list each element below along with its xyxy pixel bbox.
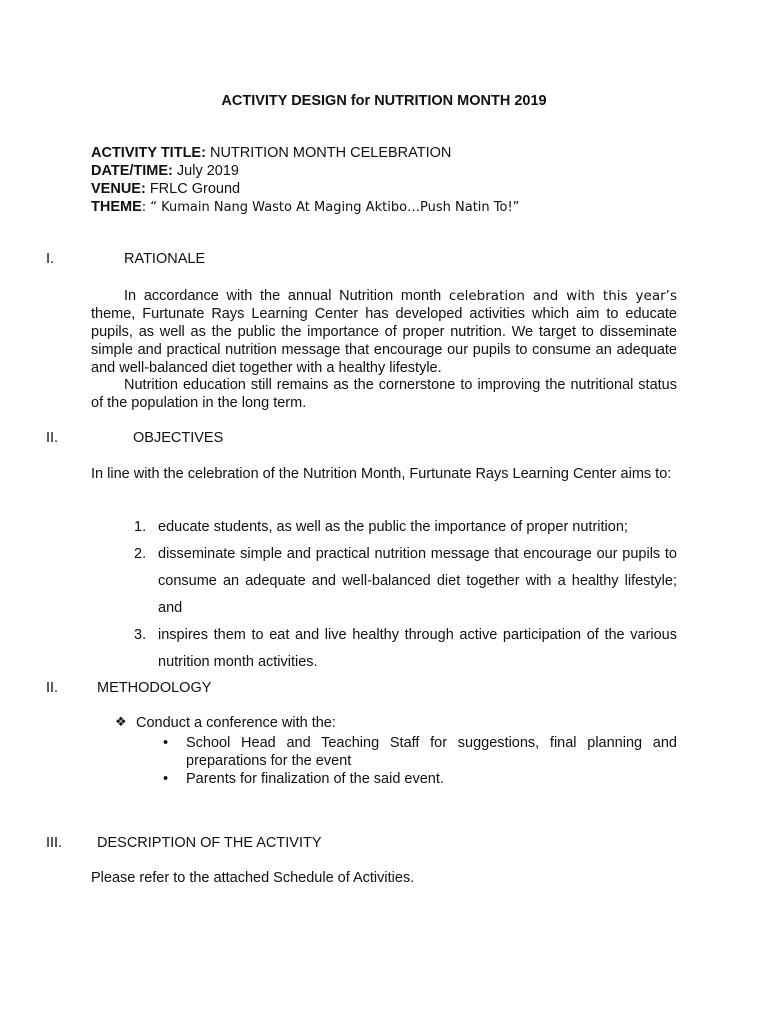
objective-item [134, 514, 677, 541]
objective-number: 3. [134, 627, 147, 643]
methodology-bullet-text: School Head and Teaching Staff for suggestions, final planning and preparations for the event [186, 735, 677, 769]
activity-title-label: ACTIVITY TITLE: [91, 145, 206, 161]
diamond-bullet-icon: ❖ [115, 715, 127, 730]
methodology-bullet-item [163, 734, 677, 770]
activity-info-block [91, 144, 519, 217]
rationale-paragraph-1-rest: theme, Furtunate Rays Learning Center has developed activities which aim to educate pupils, as well as the public the importance of proper nutrition. We target to disseminate simple and practical nutrition message that encourage our pupils to consume an adequate and well-balanced diet together with a healthy lifestyle. [91, 306, 677, 376]
methodology-diamond-text: Conduct a conference with the: [136, 715, 336, 731]
objectives-heading: OBJECTIVES [133, 430, 224, 446]
datetime-value: July 2019 [172, 163, 239, 179]
venue-label: VENUE: [91, 181, 146, 197]
methodology-bullet-list [163, 734, 677, 788]
rationale-heading: RATIONALE [124, 251, 206, 267]
objective-text: disseminate simple and practical nutrition message that encourage our pupils to consume an adequate and well-balanced diet together with a healthy lifestyle; and [158, 546, 677, 616]
venue-value: FRLC Ground [145, 181, 241, 197]
bullet-dot-icon: • [163, 771, 169, 787]
objectives-intro: In line with the celebration of the Nutrition Month, Furtunate Rays Learning Center aims to: [91, 466, 672, 482]
activity-title-row [91, 144, 519, 162]
methodology-section-number: II. [46, 680, 59, 696]
objective-item [134, 541, 677, 622]
rationale-section-number: I. [46, 251, 55, 267]
document-title: ACTIVITY DESIGN for NUTRITION MONTH 2019 [221, 93, 547, 109]
methodology-bullet-text: Parents for finalization of the said event. [186, 771, 444, 787]
venue-row [91, 180, 519, 198]
activity-title-value: NUTRITION MONTH CELEBRATION [205, 145, 452, 161]
description-heading: DESCRIPTION OF THE ACTIVITY [97, 835, 322, 851]
objectives-section-number: II. [46, 430, 59, 446]
bullet-dot-icon: • [163, 735, 169, 751]
description-text: Please refer to the attached Schedule of Activities. [91, 870, 415, 886]
rationale-paragraph-1-span: celebration and with this year’s [448, 288, 677, 304]
theme-label: THEME [91, 199, 142, 215]
rationale-paragraph-1 [91, 287, 677, 377]
objective-text: educate students, as well as the public the importance of proper nutrition; [158, 519, 628, 535]
objective-number: 1. [134, 519, 147, 535]
datetime-label: DATE/TIME: [91, 163, 173, 179]
objective-number: 2. [134, 546, 147, 562]
datetime-row [91, 162, 519, 180]
objective-item [134, 622, 677, 676]
methodology-bullet-item [163, 770, 677, 788]
theme-value: : “ Kumain Nang Wasto At Maging Aktibo…Push Natin To!” [141, 200, 520, 215]
objectives-list [134, 514, 677, 676]
objective-text: inspires them to eat and live healthy through active participation of the various nutrition month activities. [158, 627, 677, 670]
description-section-number: III. [46, 835, 63, 851]
methodology-heading: METHODOLOGY [97, 680, 212, 696]
rationale-paragraph-2: Nutrition education still remains as the cornerstone to improving the nutritional status of the population in the long term. [91, 377, 677, 411]
theme-row [91, 198, 519, 217]
rationale-paragraph-1-start: In accordance with the annual Nutrition month [124, 288, 449, 304]
methodology-diamond-item [115, 714, 336, 732]
